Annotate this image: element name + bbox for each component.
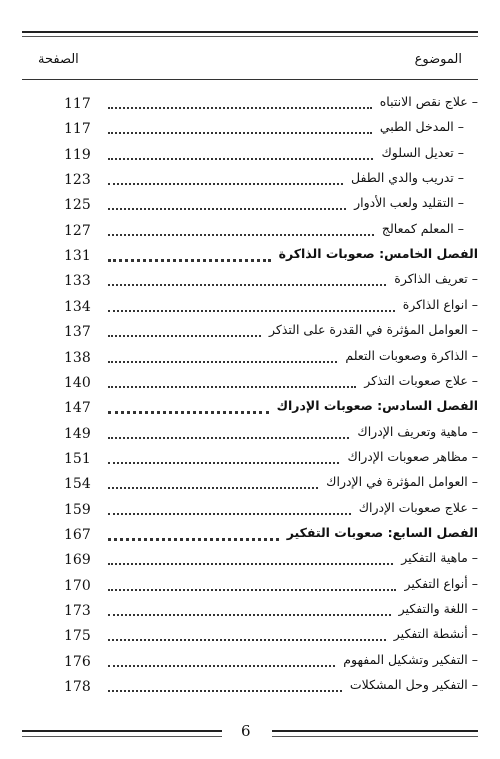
toc-entry-title: – تعديل السلوك bbox=[377, 145, 464, 160]
toc-entry-title: – العوامل المؤثرة في القدرة على التذكر bbox=[265, 322, 478, 337]
toc-page-number: 169 bbox=[64, 552, 91, 569]
toc-leader-dots bbox=[108, 639, 386, 641]
toc-entry-row bbox=[0, 498, 500, 523]
top-double-rule bbox=[22, 31, 478, 33]
toc-page-number: 167 bbox=[64, 526, 91, 543]
toc-page-number: 151 bbox=[64, 450, 91, 467]
toc-entry-title: الفصل الخامس: صعوبات الذاكرة bbox=[275, 246, 478, 261]
toc-entry-title: – تعريف الذاكرة bbox=[390, 271, 478, 286]
toc-leader-dots bbox=[108, 335, 261, 337]
toc-entry-row bbox=[0, 295, 500, 320]
toc-entry-title: – علاج نقص الانتباه bbox=[376, 94, 478, 109]
toc-entry-row bbox=[0, 472, 500, 497]
toc-entry-row bbox=[0, 219, 500, 244]
toc-entry-title: – ماهية وتعريف الإدراك bbox=[353, 424, 478, 439]
toc-entry-title: – المعلم كمعالج bbox=[378, 221, 464, 236]
toc-entry-row bbox=[0, 320, 500, 345]
toc-entry-row bbox=[0, 92, 500, 117]
column-header-topic: الموضوع bbox=[414, 52, 462, 67]
toc-entry-row bbox=[0, 143, 500, 168]
toc-page-number: 117 bbox=[64, 96, 91, 112]
toc-leader-dots bbox=[108, 284, 386, 286]
toc-entry-row bbox=[0, 574, 500, 599]
toc-entry-title: – التقليد ولعب الأدوار bbox=[350, 195, 464, 210]
toc-entry-title: – علاج صعوبات الإدراك bbox=[355, 500, 478, 515]
toc-entry-row bbox=[0, 675, 500, 700]
toc-page-number: 178 bbox=[64, 679, 91, 696]
toc-entry-title: – ماهية التفكير bbox=[397, 550, 478, 565]
toc-leader-dots bbox=[108, 411, 269, 414]
toc-entry-row bbox=[0, 548, 500, 573]
toc-leader-dots bbox=[108, 665, 335, 667]
toc-leader-dots bbox=[108, 462, 339, 464]
toc-leader-dots bbox=[108, 487, 318, 489]
header-rule bbox=[22, 79, 478, 80]
toc-entry-row bbox=[0, 422, 500, 447]
toc-leader-dots bbox=[108, 538, 279, 541]
toc-page-number: 154 bbox=[64, 476, 91, 493]
toc-leader-dots bbox=[108, 183, 343, 185]
toc-leader-dots bbox=[108, 437, 349, 439]
toc-page-number: 133 bbox=[64, 273, 91, 290]
toc-entry-row bbox=[0, 371, 500, 396]
toc-entry-title: – المدخل الطبي bbox=[376, 119, 464, 134]
toc-leader-dots bbox=[108, 690, 342, 692]
toc-entry-title: – التفكير وتشكيل المفهوم bbox=[339, 652, 478, 667]
toc-chapter-row bbox=[0, 523, 500, 548]
toc-entry-title: – أنواع التفكير bbox=[401, 576, 479, 591]
toc-entry-row bbox=[0, 599, 500, 624]
toc-page-number: 149 bbox=[64, 425, 91, 442]
column-header-page: الصفحة bbox=[38, 52, 79, 67]
page-number: 6 bbox=[241, 722, 251, 740]
toc-entry-title: – التفكير وحل المشكلات bbox=[346, 677, 478, 692]
toc-chapter-row bbox=[0, 396, 500, 421]
toc-entry-row bbox=[0, 269, 500, 294]
toc-leader-dots bbox=[108, 589, 396, 591]
toc-page-number: 134 bbox=[64, 298, 91, 315]
toc-page-number: 125 bbox=[64, 197, 91, 214]
toc-page-number: 138 bbox=[64, 349, 91, 366]
toc-leader-dots bbox=[108, 386, 356, 388]
toc-leader-dots bbox=[108, 310, 395, 312]
toc-entry-title: – الذاكرة وصعوبات التعلم bbox=[341, 348, 478, 363]
toc-entry-title: – مظاهر صعوبات الإدراك bbox=[343, 449, 478, 464]
toc-entry-row bbox=[0, 624, 500, 649]
toc-chapter-row bbox=[0, 244, 500, 269]
toc-entry-title: – تدريب والدي الطفل bbox=[347, 170, 464, 185]
toc-page-number: 159 bbox=[64, 501, 91, 518]
toc-entry-row bbox=[0, 193, 500, 218]
toc-leader-dots bbox=[108, 361, 337, 363]
top-double-rule-inner bbox=[22, 36, 478, 37]
toc-entry-row bbox=[0, 346, 500, 371]
toc-page-number: 175 bbox=[64, 628, 91, 645]
toc-page-number: 140 bbox=[64, 374, 91, 391]
toc-leader-dots bbox=[108, 563, 393, 565]
toc-entry-title: – اللغة والتفكير bbox=[395, 601, 478, 616]
toc-leader-dots bbox=[108, 208, 346, 210]
toc-entry-title: – انواع الذاكرة bbox=[399, 297, 478, 312]
toc-leader-dots bbox=[108, 158, 373, 160]
footer-rule-left bbox=[22, 730, 222, 737]
toc-entry-row bbox=[0, 168, 500, 193]
toc-entry-row bbox=[0, 650, 500, 675]
footer-rule-right bbox=[272, 730, 478, 737]
toc-entry-title: – أنشطة التفكير bbox=[390, 626, 478, 641]
toc-page-number: 173 bbox=[64, 603, 91, 619]
toc-entry-title: الفصل السابع: صعوبات التفكير bbox=[283, 525, 478, 540]
toc-leader-dots bbox=[108, 513, 351, 515]
toc-leader-dots bbox=[108, 259, 271, 262]
toc-leader-dots bbox=[108, 234, 374, 236]
toc-page-number: 119 bbox=[64, 146, 91, 163]
toc-page-number: 147 bbox=[64, 400, 91, 417]
toc-leader-dots bbox=[108, 132, 372, 134]
toc-entry-title: – العوامل المؤثرة في الإدراك bbox=[322, 474, 478, 489]
toc-leader-dots bbox=[108, 107, 372, 109]
toc-page-number: 123 bbox=[64, 172, 91, 189]
toc-leader-dots bbox=[108, 614, 391, 616]
toc-page-number: 170 bbox=[64, 577, 91, 594]
toc-entry-row bbox=[0, 447, 500, 472]
toc-page-number: 137 bbox=[64, 324, 91, 341]
toc-page-number: 127 bbox=[64, 222, 91, 239]
toc-page-number: 131 bbox=[64, 248, 91, 265]
toc-entry-title: الفصل السادس: صعوبات الإدراك bbox=[273, 398, 478, 413]
toc-page-number: 117 bbox=[64, 121, 91, 138]
toc-page-number: 176 bbox=[64, 653, 91, 670]
toc-entry-row bbox=[0, 117, 500, 142]
toc-entry-title: – علاج صعوبات التذكر bbox=[360, 373, 478, 388]
